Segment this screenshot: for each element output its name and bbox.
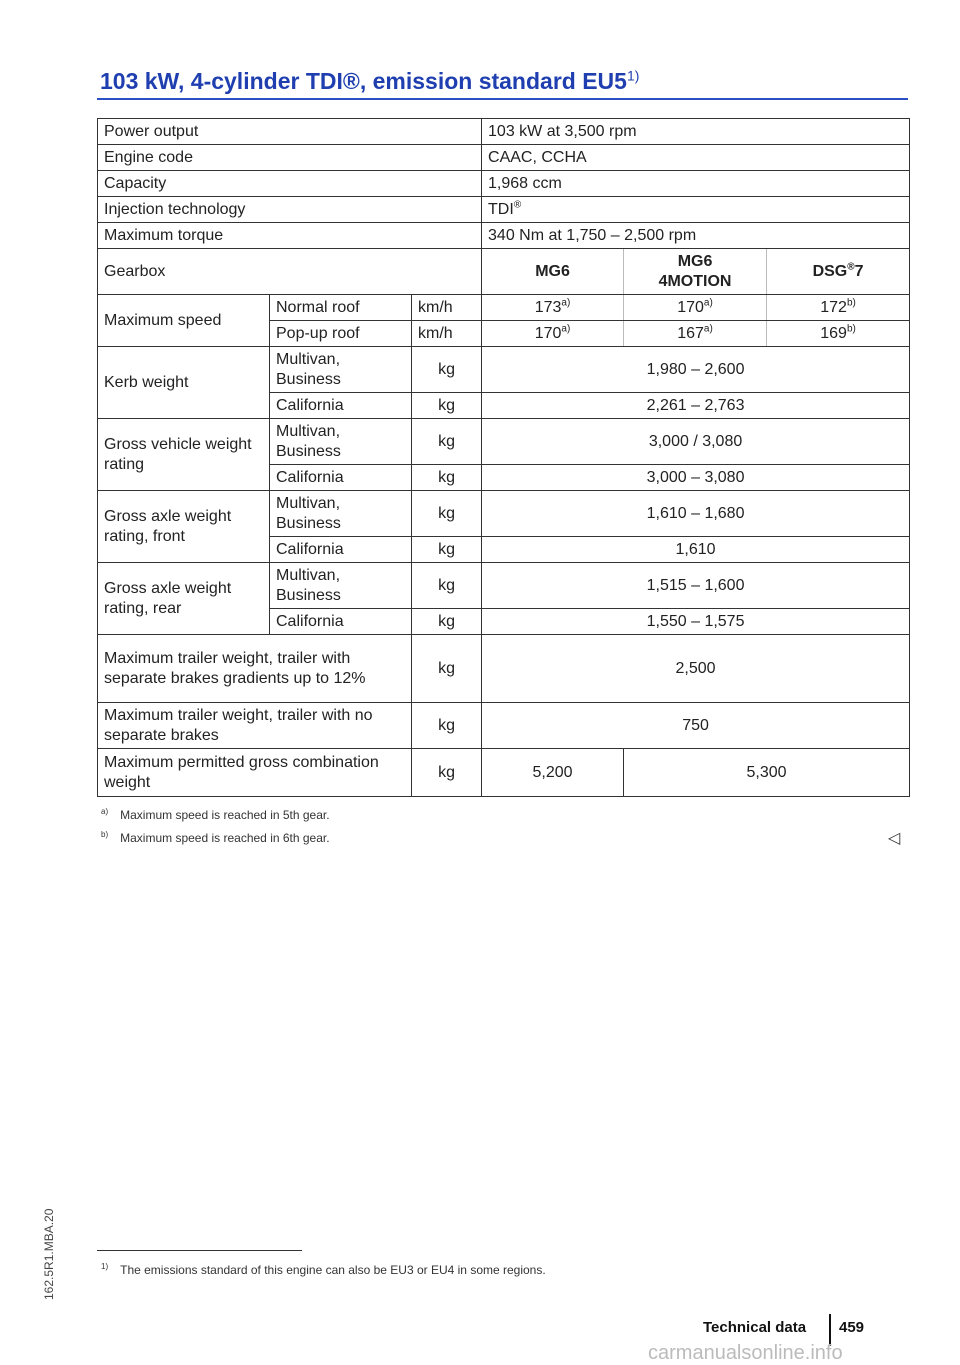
normal-roof-dsg xyxy=(767,295,910,321)
gearbox-dsg-suffix: 7 xyxy=(854,262,864,280)
table-row xyxy=(98,347,910,393)
note-mark: a) xyxy=(561,323,571,335)
table-row xyxy=(98,197,910,223)
trailer-braked-value: 2,500 xyxy=(482,635,910,703)
footnote-divider xyxy=(97,1250,302,1251)
power-output-label: Power output xyxy=(98,119,482,145)
trailer-unbraked-value: 750 xyxy=(482,703,910,749)
normal-roof-mg6 xyxy=(482,295,624,321)
gearbox-dsg7 xyxy=(767,249,910,295)
gearbox-mg6: MG6 xyxy=(482,249,624,295)
power-output-value: 103 kW at 3,500 rpm xyxy=(482,119,910,145)
title-text: 103 kW, 4-cylinder TDI®, emission standard EU5 xyxy=(100,68,627,94)
gcw-label: Maximum permitted gross combination weight xyxy=(98,749,412,797)
gcw-other-value: 5,300 xyxy=(624,749,910,797)
gvw-multivan-unit: kg xyxy=(412,419,482,465)
axle-front-label: Gross axle weight rating, front xyxy=(98,491,270,563)
technical-data-table xyxy=(97,118,910,797)
max-speed-label: Maximum speed xyxy=(98,295,270,347)
kerb-multivan-label: Multivan, Business xyxy=(270,347,412,393)
trailer-braked-label: Maximum trailer weight, trailer with separate brakes gradients up to 12% xyxy=(98,635,412,703)
kerb-multivan-value: 1,980 – 2,600 xyxy=(482,347,910,393)
kerb-california-label: California xyxy=(270,393,412,419)
popup-roof-mg6 xyxy=(482,321,624,347)
speed-value: 170 xyxy=(677,298,704,316)
note-a-text: Maximum speed is reached in 5th gear. xyxy=(120,808,330,822)
page-number: 459 xyxy=(839,1319,865,1336)
table-row xyxy=(98,295,910,321)
table-row xyxy=(98,145,910,171)
kerb-weight-label: Kerb weight xyxy=(98,347,270,419)
torque-value: 340 Nm at 1,750 – 2,500 rpm xyxy=(482,223,910,249)
speed-value: 167 xyxy=(677,324,704,342)
gvw-california-value: 3,000 – 3,080 xyxy=(482,465,910,491)
footnote xyxy=(101,1263,546,1277)
note-mark: a) xyxy=(703,323,713,335)
gearbox-mg6-4motion xyxy=(624,249,767,295)
normal-roof-unit: km/h xyxy=(412,295,482,321)
table-row xyxy=(98,119,910,145)
gearbox-label: Gearbox xyxy=(98,249,482,295)
axle-front-multivan-value: 1,610 – 1,680 xyxy=(482,491,910,537)
injection-value-text: TDI xyxy=(488,200,514,218)
title-underline xyxy=(97,98,908,100)
note-mark: b) xyxy=(846,297,856,309)
axle-front-california-value: 1,610 xyxy=(482,537,910,563)
gvw-multivan-label: Multivan, Business xyxy=(270,419,412,465)
table-row xyxy=(98,491,910,537)
injection-label: Injection technology xyxy=(98,197,482,223)
speed-value: 172 xyxy=(820,298,847,316)
normal-roof-4motion xyxy=(624,295,767,321)
trailer-braked-unit: kg xyxy=(412,635,482,703)
footer-section-title: Technical data xyxy=(703,1319,807,1336)
table-row xyxy=(98,223,910,249)
gvw-california-label: California xyxy=(270,465,412,491)
registered-mark: ® xyxy=(513,199,522,211)
gcw-unit: kg xyxy=(412,749,482,797)
kerb-california-value: 2,261 – 2,763 xyxy=(482,393,910,419)
gearbox-mg6-line: MG6 xyxy=(677,252,713,270)
engine-code-value: CAAC, CCHA xyxy=(482,145,910,171)
axle-rear-california-unit: kg xyxy=(412,609,482,635)
axle-rear-label: Gross axle weight rating, rear xyxy=(98,563,270,635)
gvw-multivan-value: 3,000 / 3,080 xyxy=(482,419,910,465)
gvw-california-unit: kg xyxy=(412,465,482,491)
document-code: 162.5R1.MBA.20 xyxy=(42,1208,56,1300)
speed-value: 170 xyxy=(534,324,562,342)
gross-vehicle-label: Gross vehicle weight rating xyxy=(98,419,270,491)
gcw-mg6-value: 5,200 xyxy=(482,749,624,797)
note-b-mark: b) xyxy=(101,830,109,839)
normal-roof-label: Normal roof xyxy=(270,295,412,321)
capacity-value: 1,968 ccm xyxy=(482,171,910,197)
axle-front-california-label: California xyxy=(270,537,412,563)
popup-roof-label: Pop-up roof xyxy=(270,321,412,347)
table-row xyxy=(98,563,910,609)
table-row xyxy=(98,635,910,703)
axle-rear-california-label: California xyxy=(270,609,412,635)
gearbox-dsg-text: DSG xyxy=(812,262,848,280)
axle-rear-multivan-value: 1,515 – 1,600 xyxy=(482,563,910,609)
page-title xyxy=(100,68,639,95)
title-footnote-mark: 1) xyxy=(626,67,640,84)
note-mark: a) xyxy=(561,297,571,309)
injection-value xyxy=(482,197,910,223)
table-row xyxy=(98,749,910,797)
axle-front-multivan-label: Multivan, Business xyxy=(270,491,412,537)
note-mark: a) xyxy=(703,297,713,309)
axle-front-multivan-unit: kg xyxy=(412,491,482,537)
note-a-mark: a) xyxy=(101,807,109,816)
speed-value: 169 xyxy=(820,324,847,342)
axle-front-california-unit: kg xyxy=(412,537,482,563)
registered-mark: ® xyxy=(847,261,855,273)
axle-rear-multivan-unit: kg xyxy=(412,563,482,609)
axle-rear-multivan-label: Multivan, Business xyxy=(270,563,412,609)
table-row xyxy=(98,419,910,465)
capacity-label: Capacity xyxy=(98,171,482,197)
footnote-text: The emissions standard of this engine can also be EU3 or EU4 in some regions. xyxy=(120,1263,546,1277)
table-row xyxy=(98,703,910,749)
popup-roof-4motion xyxy=(624,321,767,347)
engine-code-label: Engine code xyxy=(98,145,482,171)
note-mark: b) xyxy=(846,323,856,335)
popup-roof-unit: km/h xyxy=(412,321,482,347)
note-a xyxy=(101,808,330,822)
section-end-icon: ◁ xyxy=(888,830,901,847)
watermark: carmanualsonline.info xyxy=(648,1342,843,1364)
popup-roof-dsg xyxy=(767,321,910,347)
speed-value: 173 xyxy=(534,298,562,316)
note-b xyxy=(101,831,330,845)
table-row xyxy=(98,249,910,295)
trailer-unbraked-label: Maximum trailer weight, trailer with no separate brakes xyxy=(98,703,412,749)
table-row xyxy=(98,171,910,197)
footnote-mark: 1) xyxy=(101,1262,109,1271)
trailer-unbraked-unit: kg xyxy=(412,703,482,749)
torque-label: Maximum torque xyxy=(98,223,482,249)
kerb-california-unit: kg xyxy=(412,393,482,419)
kerb-multivan-unit: kg xyxy=(412,347,482,393)
gearbox-4motion-line: 4MOTION xyxy=(658,272,732,290)
note-b-text: Maximum speed is reached in 6th gear. xyxy=(120,831,330,845)
axle-rear-california-value: 1,550 – 1,575 xyxy=(482,609,910,635)
